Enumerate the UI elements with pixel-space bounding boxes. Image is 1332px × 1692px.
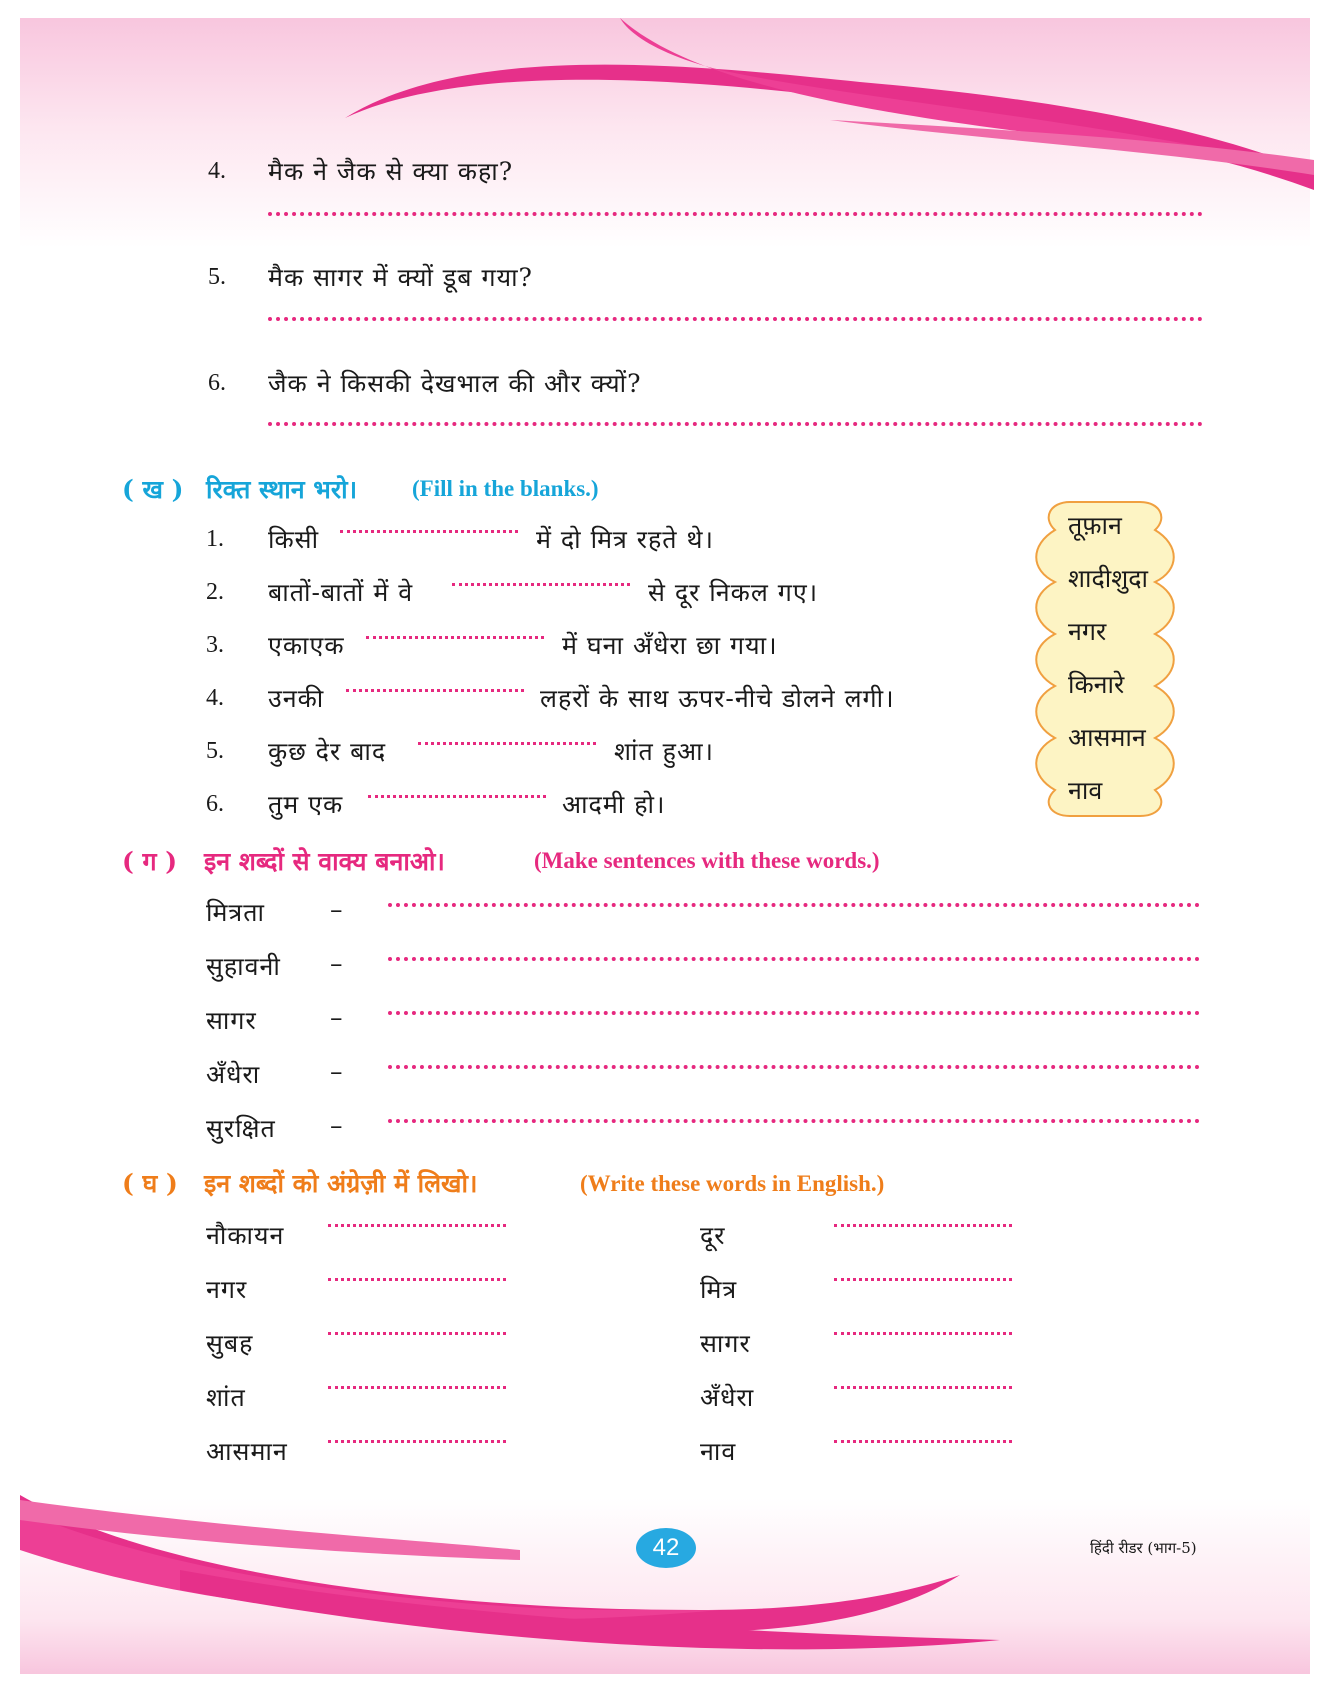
blank-item-before: तुम एक <box>268 790 344 819</box>
translate-word: अँधेरा <box>700 1383 755 1412</box>
translate-line[interactable] <box>834 1440 1012 1443</box>
blank-item-before: एकाएक <box>268 631 345 660</box>
question-text: जैक ने किसकी देखभाल की और क्यों? <box>268 369 642 398</box>
blank-line[interactable] <box>340 530 518 533</box>
blank-item-number: 3. <box>206 632 224 658</box>
blank-line[interactable] <box>366 636 544 639</box>
top-swoosh-decoration <box>0 0 1332 220</box>
question-number: 5. <box>208 264 226 290</box>
translate-word: मित्र <box>700 1275 738 1304</box>
blank-item-after: से दूर निकल गए। <box>648 578 819 607</box>
question-number: 4. <box>208 158 226 184</box>
word-bank-item: तूफ़ान <box>1068 511 1122 540</box>
section-title-hindi: रिक्त स्थान भरो। <box>206 475 358 504</box>
answer-line[interactable] <box>268 317 1203 321</box>
blank-item-number: 1. <box>206 526 224 552</box>
dash: – <box>330 1003 344 1032</box>
translate-line[interactable] <box>328 1440 506 1443</box>
translate-word: सुबह <box>206 1329 254 1358</box>
section-title-english: (Make sentences with these words.) <box>534 848 880 873</box>
sentence-word: मित्रता <box>206 898 265 927</box>
word-bank-box <box>1030 500 1180 818</box>
answer-line[interactable] <box>268 422 1203 426</box>
word-bank-item: नाव <box>1068 776 1103 805</box>
question-number: 6. <box>208 370 226 396</box>
translate-line[interactable] <box>834 1224 1012 1227</box>
dash: – <box>330 1111 344 1140</box>
section-marker: ( ख ) <box>122 475 184 504</box>
sentence-line[interactable] <box>388 957 1200 961</box>
blank-line[interactable] <box>418 742 596 745</box>
sentence-word: अँधेरा <box>206 1060 261 1089</box>
page-number-badge: 42 <box>636 1528 696 1568</box>
blank-item-before: बातों-बातों में वे <box>268 578 414 607</box>
sentence-line[interactable] <box>388 1119 1200 1123</box>
blank-item-number: 2. <box>206 579 224 605</box>
blank-item-after: शांत हुआ। <box>614 737 714 766</box>
translate-line[interactable] <box>328 1386 506 1389</box>
translate-line[interactable] <box>834 1386 1012 1389</box>
blank-item-number: 5. <box>206 738 224 764</box>
question-text: मैक ने जैक से क्या कहा? <box>268 157 514 186</box>
section-marker: ( घ ) <box>122 1169 178 1198</box>
blank-item-after: में घना अँधेरा छा गया। <box>562 631 778 660</box>
word-bank-item: नगर <box>1068 617 1107 646</box>
blank-item-before: कुछ देर बाद <box>268 737 387 766</box>
translate-word: नौकायन <box>206 1221 285 1250</box>
section-title-hindi: इन शब्दों को अंग्रेज़ी में लिखो। <box>204 1169 478 1198</box>
sentence-word: सुरक्षित <box>206 1114 276 1143</box>
translate-line[interactable] <box>328 1278 506 1281</box>
translate-word: दूर <box>700 1221 726 1250</box>
dash: – <box>330 949 344 978</box>
translate-line[interactable] <box>834 1332 1012 1335</box>
word-bank-item: शादीशुदा <box>1068 564 1148 593</box>
translate-word: सागर <box>700 1329 751 1358</box>
answer-line[interactable] <box>268 212 1203 216</box>
translate-word: नाव <box>700 1437 737 1466</box>
translate-line[interactable] <box>328 1224 506 1227</box>
sentence-line[interactable] <box>388 1011 1200 1015</box>
word-bank-item: किनारे <box>1068 670 1125 699</box>
blank-item-after: लहरों के साथ ऊपर-नीचे डोलने लगी। <box>540 684 895 713</box>
translate-word: नगर <box>206 1275 248 1304</box>
sentence-line[interactable] <box>388 903 1200 907</box>
section-marker: ( ग ) <box>122 847 178 876</box>
blank-line[interactable] <box>346 689 524 692</box>
blank-item-before: उनकी <box>268 684 325 713</box>
translate-word: शांत <box>206 1383 246 1412</box>
word-bank-item: आसमान <box>1068 723 1146 752</box>
blank-item-after: में दो मित्र रहते थे। <box>536 525 714 554</box>
sentence-line[interactable] <box>388 1065 1200 1069</box>
section-title-english: (Fill in the blanks.) <box>412 476 599 501</box>
sentence-word: सुहावनी <box>206 952 281 981</box>
translate-word: आसमान <box>206 1437 288 1466</box>
translate-line[interactable] <box>328 1332 506 1335</box>
section-title-hindi: इन शब्दों से वाक्य बनाओ। <box>204 847 445 876</box>
blank-item-after: आदमी हो। <box>562 790 666 819</box>
bottom-swoosh-decoration <box>0 1460 1332 1692</box>
blank-line[interactable] <box>452 583 630 586</box>
blank-line[interactable] <box>368 795 546 798</box>
section-title-english: (Write these words in English.) <box>580 1171 885 1196</box>
blank-item-number: 4. <box>206 685 224 711</box>
blank-item-before: किसी <box>268 525 320 554</box>
sentence-word: सागर <box>206 1006 257 1035</box>
book-title: हिंदी रीडर (भाग-5) <box>1090 1539 1197 1557</box>
dash: – <box>330 895 344 924</box>
translate-line[interactable] <box>834 1278 1012 1281</box>
blank-item-number: 6. <box>206 791 224 817</box>
dash: – <box>330 1057 344 1086</box>
question-text: मैक सागर में क्यों डूब गया? <box>268 263 533 292</box>
